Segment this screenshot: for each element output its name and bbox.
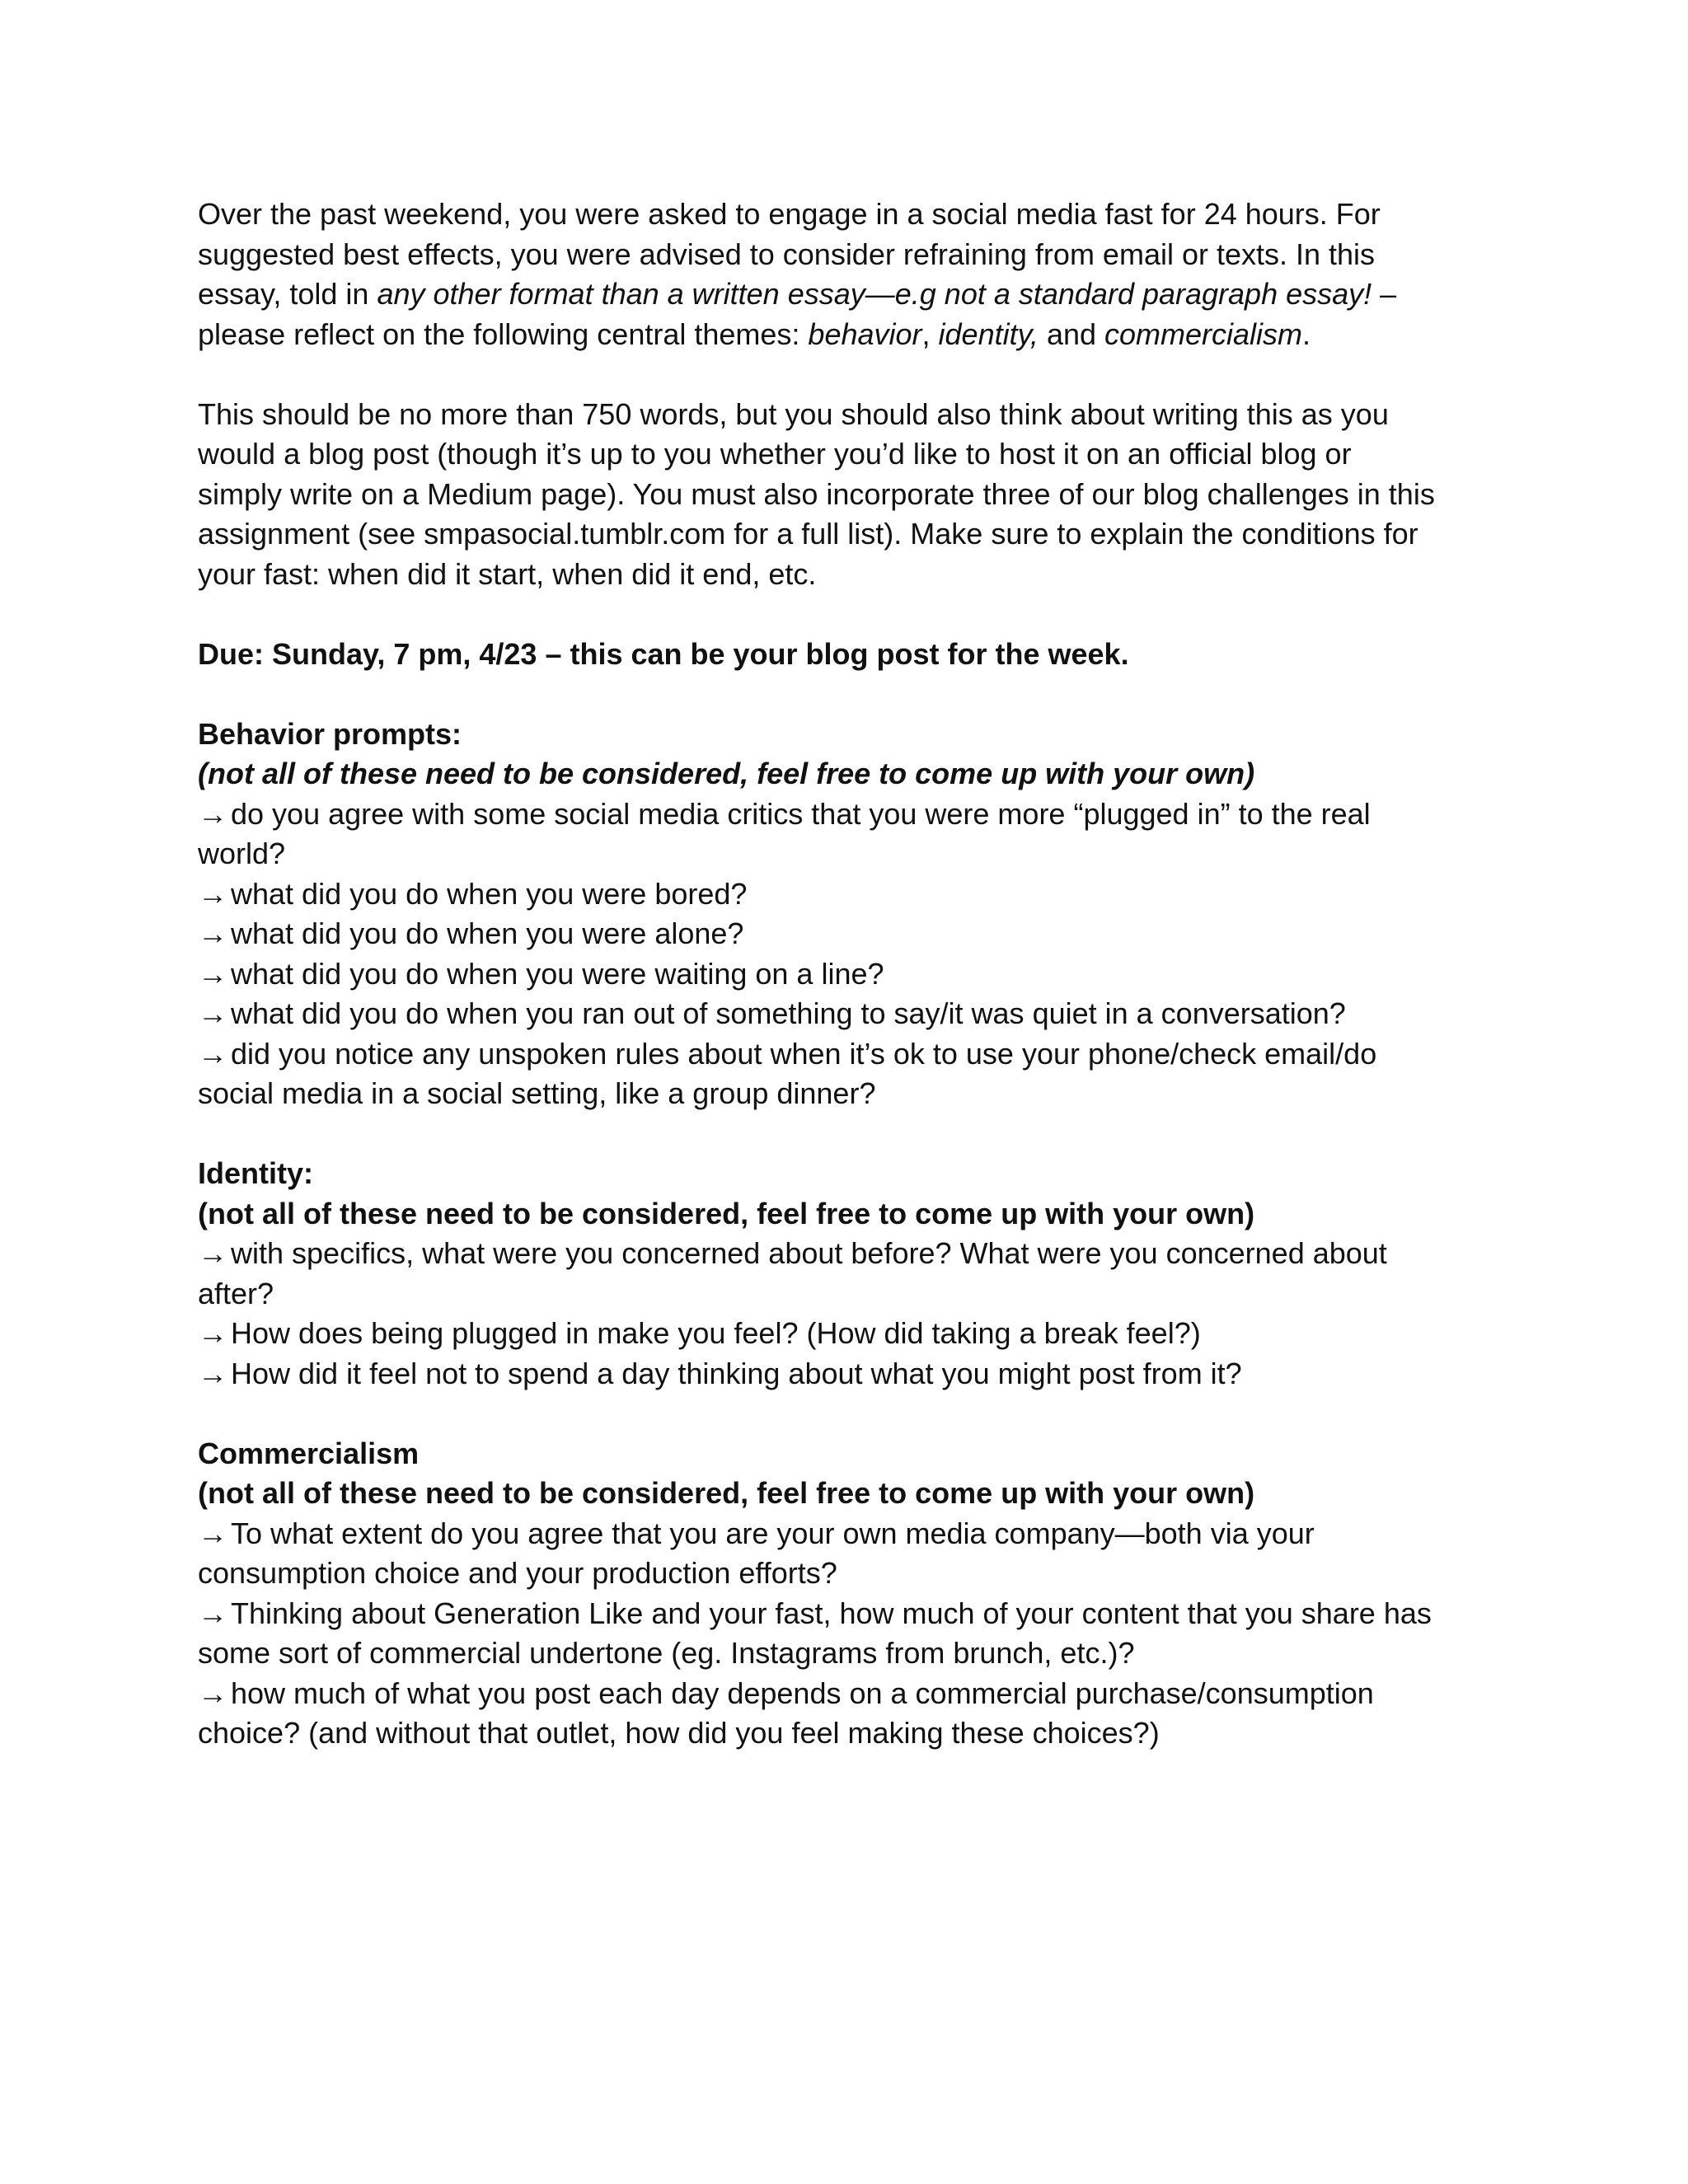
list-item-continuation: choice? (and without that outlet, how did you feel making these choices?) <box>198 1716 1160 1750</box>
list-item <box>198 1234 1484 1274</box>
list-item <box>198 1354 1484 1394</box>
list-item <box>198 1594 1484 1634</box>
arrow-icon: → <box>198 876 227 911</box>
arrow-icon: → <box>198 956 227 991</box>
arrow-icon: → <box>198 996 227 1030</box>
intro-text: . <box>1302 316 1311 351</box>
instructions-line-4: assignment (see smpasocial.tumblr.com for a full list). Make sure to explain the conditions for <box>198 517 1418 551</box>
instructions-line-5: your fast: when did it start, when did it end, etc. <box>198 556 817 591</box>
prompt-text: how much of what you post each day depends on a commercial purchase/consumption <box>231 1675 1374 1710</box>
commercialism-subheading: (not all of these need to be considered, feel free to come up with your own) <box>198 1476 1255 1510</box>
list-item <box>198 914 1484 954</box>
commercialism-section <box>198 1434 1484 1754</box>
intro-text: , <box>921 316 939 351</box>
prompt-text: what did you do when you were bored? <box>231 876 748 911</box>
list-item-continuation: social media in a social setting, like a group dinner? <box>198 1076 876 1110</box>
arrow-icon: → <box>198 1236 227 1270</box>
spacer <box>198 1394 1484 1434</box>
list-item <box>198 1034 1484 1075</box>
list-item-continuation: world? <box>198 837 286 870</box>
due-date-text: Due: Sunday, 7 pm, 4/23 – this can be your blog post for the week. <box>198 636 1129 671</box>
prompt-text: do you agree with some social media critics that you were more “plugged in” to the real <box>231 796 1371 831</box>
list-item <box>198 1674 1484 1714</box>
intro-text: please reflect on the following central themes: <box>198 316 809 351</box>
theme-identity: identity, <box>938 316 1039 351</box>
intro-line-3 <box>198 274 1484 315</box>
list-item <box>198 874 1484 915</box>
arrow-icon: → <box>198 1675 227 1710</box>
theme-commercialism: commercialism <box>1104 316 1303 351</box>
intro-paragraph <box>198 194 1484 354</box>
prompt-text: How did it feel not to spend a day thinking about what you might post from it? <box>231 1356 1242 1390</box>
prompt-text: How does being plugged in make you feel? (How did taking a break feel?) <box>231 1316 1201 1350</box>
arrow-icon: → <box>198 916 227 950</box>
arrow-icon: → <box>198 1596 227 1630</box>
spacer <box>198 1114 1484 1155</box>
prompt-text: with specifics, what were you concerned about before? What were you concerned about <box>231 1236 1387 1270</box>
behavior-section <box>198 715 1484 1114</box>
list-item-continuation: consumption choice and your production efforts? <box>198 1556 837 1590</box>
arrow-icon: → <box>198 1516 227 1550</box>
theme-behavior: behavior <box>808 316 922 351</box>
behavior-heading: Behavior prompts: <box>198 716 462 751</box>
spacer <box>198 674 1484 715</box>
intro-emphasis: any other format than a written essay—e.g not a standard paragraph essay! <box>377 277 1372 311</box>
intro-text: essay, told in <box>198 277 377 311</box>
list-item <box>198 1514 1484 1554</box>
list-item <box>198 994 1484 1034</box>
document-page <box>198 194 1484 1754</box>
list-item-continuation: after? <box>198 1276 274 1310</box>
prompt-text: Thinking about Generation Like and your fast, how much of your content that you share has <box>231 1596 1432 1630</box>
identity-heading: Identity: <box>198 1156 313 1190</box>
instructions-line-3: simply write on a Medium page). You must also incorporate three of our blog challenges in this <box>198 476 1435 511</box>
identity-section <box>198 1154 1484 1394</box>
list-item <box>198 794 1484 835</box>
arrow-icon: → <box>198 796 227 831</box>
arrow-icon: → <box>198 1316 227 1350</box>
behavior-subheading: (not all of these need to be considered, feel free to come up with your own) <box>198 757 1255 790</box>
spacer <box>198 354 1484 395</box>
spacer <box>198 594 1484 635</box>
commercialism-heading: Commercialism <box>198 1436 420 1470</box>
instructions-line-2: would a blog post (though it’s up to you whether you’d like to host it on an official blog or <box>198 437 1352 471</box>
instructions-paragraph <box>198 395 1484 595</box>
prompt-text: what did you do when you were alone? <box>231 916 744 950</box>
intro-line-2: suggested best effects, you were advised to consider refraining from email or texts. In this <box>198 237 1376 271</box>
intro-text: – <box>1372 277 1397 311</box>
list-item <box>198 954 1484 995</box>
prompt-text: did you notice any unspoken rules about when it’s ok to use your phone/check email/do <box>231 1036 1377 1071</box>
prompt-text: To what extent do you agree that you are your own media company—both via your <box>231 1516 1315 1550</box>
intro-text: and <box>1038 316 1105 351</box>
intro-line-1: Over the past weekend, you were asked to engage in a social media fast for 24 hours. For <box>198 197 1381 231</box>
instructions-line-1: This should be no more than 750 words, but you should also think about writing this as you <box>198 396 1389 431</box>
arrow-icon: → <box>198 1036 227 1071</box>
prompt-text: what did you do when you were waiting on a line? <box>231 956 884 991</box>
list-item <box>198 1314 1484 1354</box>
list-item-continuation: some sort of commercial undertone (eg. Instagrams from brunch, etc.)? <box>198 1636 1135 1670</box>
due-date <box>198 635 1484 675</box>
intro-line-4 <box>198 315 1484 355</box>
identity-subheading: (not all of these need to be considered, feel free to come up with your own) <box>198 1196 1255 1230</box>
arrow-icon: → <box>198 1356 227 1390</box>
prompt-text: what did you do when you ran out of something to say/it was quiet in a conversation? <box>231 996 1346 1030</box>
